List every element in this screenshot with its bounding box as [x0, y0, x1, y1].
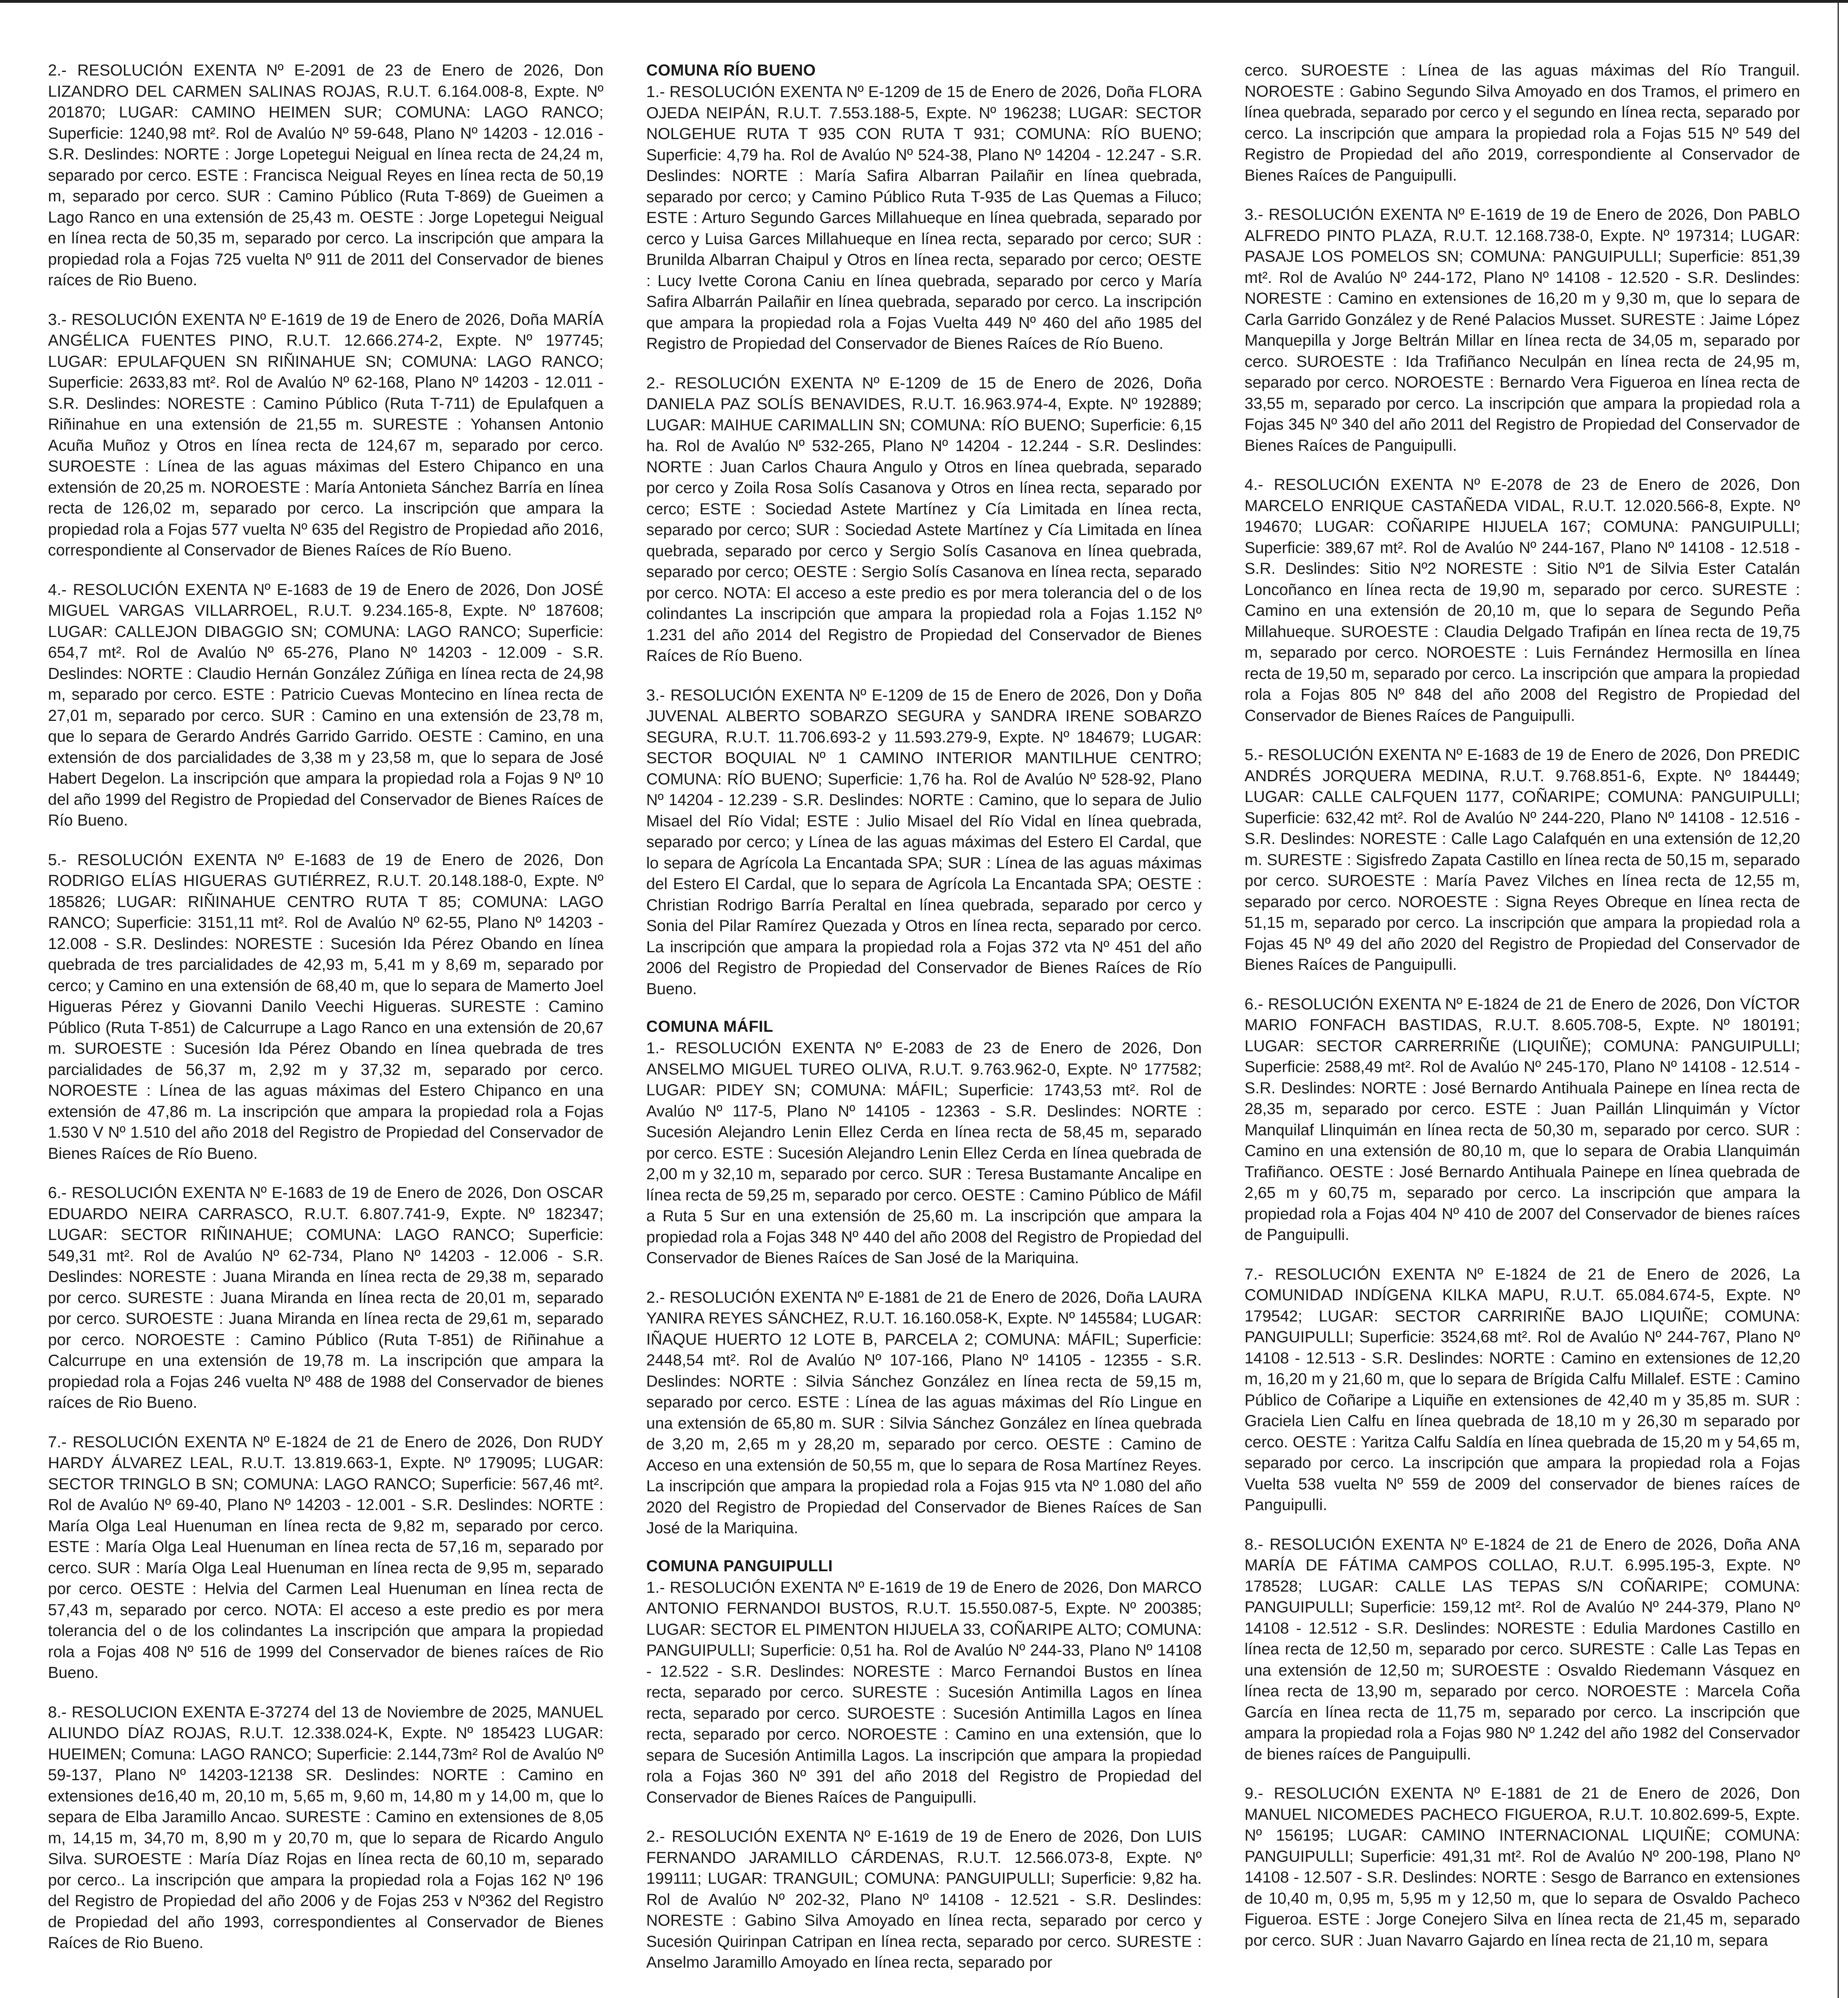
resolution-entry: 5.- RESOLUCIÓN EXENTA Nº E-1683 de 19 de Enero de 2026, Don PREDIC ANDRÉS JORQUERA MEDINA, R.U.T. 9.768.851-6, Expte. Nº 184449; LUGAR: CALLE CALFQUEN 1177, COÑARIPE; COMUNA: PANGUIPULLI; Superficie: 632,42 mt². Rol de Avalúo Nº 244-220, Plano Nº 14108 - 12.516 - S.R. Deslindes: NORESTE : Calle Lago Calafquén en una extensión de 12,20 m. SURESTE : Sigisfredo Zapata Castillo en línea recta de 50,15 m, separado por cerco. SUROESTE : María Pavez Vilches en línea recta de 12,55 m, separado por cerco. NOROESTE : Signa Reyes Obreque en línea recta de 51,15 m, separado por cerco. La inscripción que ampara la propiedad rola a Fojas 45 Nº 49 del año 2020 del Registro de Propiedad del Conservador de Bienes Raíces de Panguipulli.: [1245, 746, 1800, 973]
resolution-entry: 7.- RESOLUCIÓN EXENTA Nº E-1824 de 21 de Enero de 2026, La COMUNIDAD INDÍGENA KILKA MAPU, R.U.T. 65.084.674-5, Expte. Nº 179542; LUGAR: SECTOR CARRIRIÑE BAJO LIQUIÑE; COMUNA: PANGUIPULLI; Superficie: 3524,68 mt². Rol de Avalúo Nº 244-767, Plano Nº 14108 - 12.513 - S.R. Deslindes: NORTE : Camino en extensiones de 12,20 m, 16,20 m y 21,60 m, que lo separa de Brígida Calfu Millalef. ESTE : Camino Público de Coñaripe a Liquiñe en extensiones de 42,40 m y 35,85 m. SUR : Graciela Lien Calfu en línea quebrada de 18,10 m y 26,30 m separado por cerco. OESTE : Yaritza Calfu Saldía en línea quebrada de 15,20 m y 54,65 m, separado por cerco. La inscripción que ampara la propiedad rola a Fojas Vuelta 538 vuelta Nº 559 de 2009 del conservador de bienes raíces de Panguipulli.: [1245, 1265, 1800, 1514]
resolution-entry-continued: cerco. SUROESTE : Línea de las aguas máximas del Río Tranguil. NOROESTE : Gabino Segundo Silva Amoyado en dos Tramos, el primero en línea quebrada, separado por cerco y el segundo en línea recta, separado por cerco. La inscripción que ampara la propiedad rola a Fojas 515 Nº 549 del Registro de Propiedad del año 2019, correspondiente al Conservador de Bienes Raíces de Panguipulli.: [1245, 62, 1800, 184]
resolution-entry: 4.- RESOLUCIÓN EXENTA Nº E-2078 de 23 de Enero de 2026, Don MARCELO ENRIQUE CASTAÑEDA VIDAL, R.U.T. 12.020.566-8, Expte. Nº 194670; LUGAR: COÑARIPE HIJUELA 167; COMUNA: PANGUIPULLI; Superficie: 389,67 mt². Rol de Avalúo Nº 244-167, Plano Nº 14108 - 12.518 - S.R. Deslindes: Sitio Nº2 NORESTE : Sitio Nº1 de Silvia Ester Catalán Loncoñanco en línea recta de 19,90 m, separado por cerco. SURESTE : Camino en una extensión de 20,10 m, que lo separa de Segundo Peña Millahueque. SUROESTE : Claudia Delgado Trafipán en línea recta de 19,75 m, separado por cerco. NOROESTE : Luis Fernández Hermosilla en línea recta de 19,50 m, separado por cerco. La inscripción que ampara la propiedad rola a Fojas 805 Nº 848 del año 2008 del Registro de Propiedad del Conservador de Bienes Raíces de Panguipulli.: [1245, 476, 1800, 724]
resolution-entry: 5.- RESOLUCIÓN EXENTA Nº E-1683 de 19 de Enero de 2026, Don RODRIGO ELÍAS HIGUERAS GUTIÉRREZ, R.U.T. 20.148.188-0, Expte. Nº 185826; LUGAR: RIÑINAHUE CENTRO RUTA T 85; COMUNA: LAGO RANCO; Superficie: 3151,11 mt². Rol de Avalúo Nº 62-55, Plano Nº 14203 - 12.008 - S.R. Deslindes: NORESTE : Sucesión Ida Pérez Obando en línea quebrada de tres parcialidades de 42,93 m, 5,41 m y 8,69 m, separado por cerco; y Camino en una extensión de 68,40 m, que lo separa de Mamerto Joel Higueras Pérez y Giovanni Danilo Veechi Higueras. SURESTE : Camino Público (Ruta T-851) de Calcurrupe a Lago Ranco en una extensión de 20,67 m. SUROESTE : Sucesión Ida Pérez Obando en línea quebrada de tres parcialidades de 56,37 m, 2,92 m y 37,32 m, separado por cerco. NOROESTE : Línea de las aguas máximas del Estero Chipanco en una extensión de 47,86 m. La inscripción que ampara la propiedad rola a Fojas 1.530 V Nº 1.510 del año 2018 del Registro de Propiedad del Conservador de Bienes Raíces de Río Bueno.: [48, 851, 603, 1162]
resolution-entry: 2.- RESOLUCIÓN EXENTA Nº E-2091 de 23 de Enero de 2026, Don LIZANDRO DEL CARMEN SALINAS ROJAS, R.U.T. 6.164.008-8, Expte. Nº 201870; LUGAR: CAMINO HEIMEN SUR; COMUNA: LAGO RANCO; Superficie: 1240,98 mt². Rol de Avalúo Nº 59-648, Plano Nº 14203 - 12.016 - S.R. Deslindes: NORTE : Jorge Lopetegui Neigual en línea recta de 24,24 m, separado por cerco. ESTE : Francisca Neigual Reyes en línea recta de 50,19 m, separado por cerco. SUR : Camino Público (Ruta T-869) de Gueimen a Lago Ranco en una extensión de 25,43 m. OESTE : Jorge Lopetegui Neigual en línea recta de 50,35 m, separado por cerco. La inscripción que ampara la propiedad rola a Fojas 725 vuelta Nº 911 de 2011 del Conservador de bienes raíces de Rio Bueno.: [48, 62, 603, 289]
resolution-entry: 2.- RESOLUCIÓN EXENTA Nº E-1881 de 21 de Enero de 2026, Doña LAURA YANIRA REYES SÁNCHEZ, R.U.T. 16.160.058-K, Expte. Nº 145584; LUGAR: IÑAQUE HUERTO 12 LOTE B, PARCELA 2; COMUNA: MÁFIL; Superficie: 2448,54 mt². Rol de Avalúo Nº 107-166, Plano Nº 14105 - 12355 - S.R. Deslindes: NORTE : Silvia Sánchez González en línea recta de 59,15 m, separado por cerco. ESTE : Línea de las aguas máximas del Río Lingue en una extensión de 65,80 m. SUR : Silvia Sánchez González en línea quebrada de 3,20 m, 2,65 m y 28,20 m, separado por cerco. OESTE : Camino de Acceso en una extensión de 50,55 m, que lo separa de Rosa Martínez Reyes. La inscripción que ampara la propiedad rola a Fojas 915 vta Nº 1.080 del año 2020 del Registro de Propiedad del Conservador de Bienes Raíces de San José de la Mariquina.: [646, 1288, 1202, 1537]
resolution-entry: 8.- RESOLUCION EXENTA E-37274 del 13 de Noviembre de 2025, MANUEL ALIUNDO DÍAZ ROJAS, R.U.T. 12.338.024-K, Expte. Nº 185423 LUGAR: HUEIMEN; Comuna: LAGO RANCO; Superficie: 2.144,73m² Rol de Avalúo Nº 59-137, Plano Nº 14203-12138 SR. Deslindes: NORTE : Camino en extensiones de16,40 m, 20,10 m, 5,65 m, 9,60 m, 14,80 m y 14,00 m, que lo separa de Elba Jaramillo Ancao. SURESTE : Camino en extensiones de 8,05 m, 14,15 m, 34,70 m, 8,90 m y 20,70 m, que lo separa de Ricardo Angulo Silva. SUROESTE : María Díaz Rojas en línea recta de 60,10 m, separado por cerco.. La inscripción que ampara la propiedad rola a Fojas 162 Nº 196 del Registro de Propiedad del año 2006 y de Fojas 253 v Nº362 del Registro de Propiedad del año 1993, correspondientes al Conservador de Bienes Raíces de Rio Bueno.: [48, 1703, 603, 1952]
column-3: [1245, 60, 1800, 1998]
notice-page: [48, 60, 1800, 1998]
section-heading-mafil: COMUNA MÁFIL: [646, 1018, 773, 1035]
resolution-entry: 2.- RESOLUCIÓN EXENTA Nº E-1619 de 19 de Enero de 2026, Don LUIS FERNANDO JARAMILLO CÁRDENAS, R.U.T. 12.566.073-8, Expte. Nº 199111; LUGAR: TRANGUIL; COMUNA: PANGUIPULLI; Superficie: 9,82 ha. Rol de Avalúo Nº 202-32, Plano Nº 14108 - 12.521 - S.R. Deslindes: NORESTE : Gabino Silva Amoyado en línea recta, separado por cerco y Sucesión Quirinpan Catripan en línea recta, separado por cerco. SURESTE : Anselmo Jaramillo Amoyado en línea recta, separado por: [646, 1828, 1202, 1971]
resolution-entry: 3.- RESOLUCIÓN EXENTA Nº E-1619 de 19 de Enero de 2026, Don PABLO ALFREDO PINTO PLAZA, R.U.T. 12.168.738-0, Expte. Nº 197314; LUGAR: PASAJE LOS POMELOS SN; COMUNA: PANGUIPULLI; Superficie: 851,39 mt². Rol de Avalúo Nº 244-172, Plano Nº 14108 - 12.520 - S.R. Deslindes: NORESTE : Camino en extensiones de 16,20 m y 9,30 m, que lo separa de Carla Garrido González y de René Palacios Musset. SURESTE : Jaime López Manquepilla y Jorge Beltrán Millar en línea recta de 34,05 m, separado por cerco. SUROESTE : Ida Trafiñanco Neculpán en línea recta de 24,95 m, separado por cerco. NOROESTE : Bernardo Vera Figueroa en línea recta de 33,55 m, separado por cerco. La inscripción que ampara la propiedad rola a Fojas 345 Nº 340 del año 2011 del Registro de Propiedad del Conservador de Bienes Raíces de Panguipulli.: [1245, 206, 1800, 454]
resolution-entry: 1.- RESOLUCIÓN EXENTA Nº E-1209 de 15 de Enero de 2026, Doña FLORA OJEDA NEIPÁN, R.U.T. 7.553.188-5, Expte. Nº 196238; LUGAR: SECTOR NOLGEHUE RUTA T 935 CON RUTA T 931; COMUNA: RÍO BUENO; Superficie: 4,79 ha. Rol de Avalúo Nº 524-38, Plano Nº 14204 - 12.247 - S.R. Deslindes: NORTE : María Safira Albarran Pailañir en línea quebrada, separado por cerco; y Camino Público Ruta T-935 de Las Quemas a Filuco; ESTE : Arturo Segundo Garces Millahueque en línea quebrada, separado por cerco y Luisa Garces Millahueque en línea recta, separado por cerco; SUR : Brunilda Albarran Chaipul y Otros en línea recta, separado por cerco; OESTE : Lucy Ivette Corona Caniu en línea quebrada, separado por cerco y María Safira Albarrán Pailañir en línea quebrada, separado por cerco. La inscripción que ampara la propiedad rola a Fojas Vuelta 449 Nº 460 del año 1985 del Registro de Propiedad del Conservador de Bienes Raíces de Río Bueno.: [646, 83, 1202, 352]
resolution-entry: 9.- RESOLUCIÓN EXENTA Nº E-1881 de 21 de Enero de 2026, Don MANUEL NICOMEDES PACHECO FIGUEROA, R.U.T. 10.802.699-5, Expte. Nº 156195; LUGAR: CAMINO INTERNACIONAL LIQUIÑE; COMUNA: PANGUIPULLI; Superficie: 491,31 mt². Rol de Avalúo Nº 200-198, Plano Nº 14108 - 12.507 - S.R. Deslindes: NORTE : Sesgo de Barranco en extensiones de 10,40 m, 0,95 m, 5,95 m y 12,50 m, que lo separa de Osvaldo Pacheco Figueroa. ESTE : Jorge Conejero Silva en línea recta de 21,45 m, separado por cerco. SUR : Juan Navarro Gajardo en línea recta de 21,10 m, separa: [1245, 1785, 1800, 1949]
resolution-entry: 7.- RESOLUCIÓN EXENTA Nº E-1824 de 21 de Enero de 2026, Don RUDY HARDY ÁLVAREZ LEAL, R.U.T. 13.819.663-1, Expte. Nº 179095; LUGAR: SECTOR TRINGLO B SN; COMUNA: LAGO RANCO; Superficie: 567,46 mt². Rol de Avalúo Nº 69-40, Plano Nº 14203 - 12.001 - S.R. Deslindes: NORTE : María Olga Leal Huenuman en línea recta de 9,82 m, separado por cerco. ESTE : María Olga Leal Huenuman en línea recta de 57,16 m, separado por cerco. SUR : María Olga Leal Huenuman en línea recta de 9,95 m, separado por cerco. OESTE : Helvia del Carmen Leal Huenuman en línea recta de 57,43 m, separado por cerco. NOTA: El acceso a este predio es por mera tolerancia del o de los colindantes La inscripción que ampara la propiedad rola a Fojas 408 Nº 516 de 1999 del Conservador de bienes raíces de Rio Bueno.: [48, 1433, 603, 1682]
top-rule: [0, 0, 1848, 3]
resolution-entry: 6.- RESOLUCIÓN EXENTA Nº E-1824 de 21 de Enero de 2026, Don VÍCTOR MARIO FONFACH BASTIDAS, R.U.T. 8.605.708-5, Expte. Nº 180191; LUGAR: SECTOR CARRERRIÑE (LIQUIÑE); COMUNA: PANGUIPULLI; Superficie: 2588,49 mt². Rol de Avalúo Nº 245-170, Plano Nº 14108 - 12.514 - S.R. Deslindes: NORTE : José Bernardo Antihuala Painepe en línea recta de 28,35 m, separado por cerco. ESTE : Juan Paillán Llinquimán y Víctor Manquilaf Llinquimán en línea recta de 50,30 m, separado por cerco. SUR : Camino en una extensión de 80,10 m, que lo separa de Orabia Llanquimán Trafiñanco. OESTE : José Bernardo Antihuala Painepe en línea quebrada de 2,65 m y 60,75 m, separado por cerco. La inscripción que ampara la propiedad rola a Fojas 404 Nº 410 de 2007 del Conservador de bienes raíces de Panguipulli.: [1245, 995, 1800, 1244]
resolution-entry: 3.- RESOLUCIÓN EXENTA Nº E-1619 de 19 de Enero de 2026, Doña MARÍA ANGÉLICA FUENTES PINO, R.U.T. 12.666.274-2, Expte. Nº 197745; LUGAR: EPULAFQUEN SN RIÑINAHUE SN; COMUNA: LAGO RANCO; Superficie: 2633,83 mt². Rol de Avalúo Nº 62-168, Plano Nº 14203 - 12.011 - S.R. Deslindes: NORESTE : Camino Público (Ruta T-711) de Epulafquen a Riñinahue en una extensión de 21,55 m. SURESTE : Yohansen Antonio Acuña Muñoz y Otros en línea recta de 124,67 m, separado por cerco. SUROESTE : Línea de las aguas máximas del Estero Chipanco en una extensión de 20,25 m. NOROESTE : María Antonieta Sánchez Barría en línea recta de 126,02 m, separado por cerco. La inscripción que ampara la propiedad rola a Fojas 577 vuelta Nº 635 del Registro de Propiedad año 2016, correspondiente al Conservador de Bienes Raíces de Río Bueno.: [48, 310, 603, 559]
resolution-entry: 1.- RESOLUCIÓN EXENTA Nº E-1619 de 19 de Enero de 2026, Don MARCO ANTONIO FERNANDOI BUSTOS, R.U.T. 15.550.087-5, Expte. Nº 200385; LUGAR: SECTOR EL PIMENTON HIJUELA 33, COÑARIPE ALTO; COMUNA: PANGUIPULLI; Superficie: 0,51 ha. Rol de Avalúo Nº 244-33, Plano Nº 14108 - 12.522 - S.R. Deslindes: NORESTE : Marco Fernandoi Bustos en línea recta, separado por cerco. SURESTE : Sucesión Antimilla Lagos en línea recta, separado por cerco. SUROESTE : Sucesión Antimilla Lagos en línea recta, separado por cerco. NOROESTE : Camino en una extensión, que lo separa de Sucesión Antimilla Lagos. La inscripción que ampara la propiedad rola a Fojas 360 Nº 391 del año 2018 del Registro de Propiedad del Conservador de Bienes Raíces de Panguipulli.: [646, 1578, 1202, 1806]
section-heading-panguipulli: COMUNA PANGUIPULLI: [646, 1557, 833, 1575]
resolution-entry: 3.- RESOLUCIÓN EXENTA Nº E-1209 de 15 de Enero de 2026, Don y Doña JUVENAL ALBERTO SOBARZO SEGURA y SANDRA IRENE SOBARZO SEGURA, R.U.T. 11.706.693-2 y 11.593.279-9, Expte. Nº 184679; LUGAR: SECTOR BOQUIAL Nº 1 CAMINO INTERIOR MANTILHUE CENTRO; COMUNA: RÍO BUENO; Superficie: 1,76 ha. Rol de Avalúo Nº 528-92, Plano Nº 14204 - 12.239 - S.R. Deslindes: NORTE : Camino, que lo separa de Julio Misael del Río Vidal; ESTE : Julio Misael del Río Vidal en línea quebrada, separado por cerco; y Línea de las aguas máximas del Estero El Cardal, que lo separa de Agrícola La Encantada SPA; SUR : Línea de las aguas máximas del Estero El Cardal, que lo separa de Agrícola La Encantada SPA; OESTE : Christian Rodrigo Barría Peraltal en línea quebrada, separado por cerco y Sonia del Pilar Ramírez Quezada y Otros en línea recta, separado por cerco. La inscripción que ampara la propiedad rola a Fojas 372 vta Nº 451 del año 2006 del Registro de Propiedad del Conservador de Bienes Raíces de Río Bueno.: [646, 686, 1202, 998]
section-heading-rio-bueno: COMUNA RÍO BUENO: [646, 62, 816, 79]
column-2: [646, 60, 1202, 1998]
right-edge-rule: [1838, 0, 1839, 1998]
column-1: [48, 60, 603, 1998]
resolution-entry: 4.- RESOLUCIÓN EXENTA Nº E-1683 de 19 de Enero de 2026, Don JOSÉ MIGUEL VARGAS VILLARROEL, R.U.T. 9.234.165-8, Expte. Nº 187608; LUGAR: CALLEJON DIBAGGIO SN; COMUNA: LAGO RANCO; Superficie: 654,7 mt². Rol de Avalúo Nº 65-276, Plano Nº 14203 - 12.009 - S.R. Deslindes: NORTE : Claudio Hernán González Zúñiga en línea recta de 24,98 m, separado por cerco. ESTE : Patricio Cuevas Montecino en línea recta de 27,01 m, separado por cerco. SUR : Camino en una extensión de 23,78 m, que lo separa de Gerardo Andrés Garrido Garrido. OESTE : Camino, en una extensión de dos parcialidades de 3,38 m y 23,58 m, que lo separa de José Habert Degelon. La inscripción que ampara la propiedad rola a Fojas 9 Nº 10 del año 1999 del Registro de Propiedad del Conservador de Bienes Raíces de Río Bueno.: [48, 581, 603, 829]
resolution-entry: 1.- RESOLUCIÓN EXENTA Nº E-2083 de 23 de Enero de 2026, Don ANSELMO MIGUEL TUREO OLIVA, R.U.T. 9.763.962-0, Expte. Nº 177582; LUGAR: PIDEY SN; COMUNA: MÁFIL; Superficie: 1743,53 mt². Rol de Avalúo Nº 117-5, Plano Nº 14105 - 12363 - S.R. Deslindes: NORTE : Sucesión Alejandro Lenin Ellez Cerda en línea recta de 58,45 m, separado por cerco. ESTE : Sucesión Alejandro Lenin Ellez Cerda en línea quebrada de 2,00 m y 32,10 m, separado por cerco. SUR : Teresa Bustamante Ancalipe en línea recta de 59,25 m, separado por cerco. OESTE : Camino Público de Máfil a Ruta 5 Sur en una extensión de 25,60 m. La inscripción que ampara la propiedad rola a Fojas 348 Nº 440 del año 2008 del Registro de Propiedad del Conservador de Bienes Raíces de San José de la Mariquina.: [646, 1039, 1202, 1267]
resolution-entry: 6.- RESOLUCIÓN EXENTA Nº E-1683 de 19 de Enero de 2026, Don OSCAR EDUARDO NEIRA CARRASCO, R.U.T. 6.807.741-9, Expte. Nº 182347; LUGAR: SECTOR RIÑINAHUE; COMUNA: LAGO RANCO; Superficie: 549,31 mt². Rol de Avalúo Nº 62-734, Plano Nº 14203 - 12.006 - S.R. Deslindes: NORESTE : Juana Miranda en línea recta de 29,38 m, separado por cerco. SURESTE : Juana Miranda en línea recta de 20,01 m, separado por cerco. SUROESTE : Juana Miranda en línea recta de 29,61 m, separado por cerco. NOROESTE : Camino Público (Ruta T-851) de Riñinahue a Calcurrupe en una extensión de 19,78 m. La inscripción que ampara la propiedad rola a Fojas 246 vuelta Nº 488 de 1988 del Conservador de bienes raíces de Rio Bueno.: [48, 1184, 603, 1411]
resolution-entry: 8.- RESOLUCIÓN EXENTA Nº E-1824 de 21 de Enero de 2026, Doña ANA MARÍA DE FÁTIMA CAMPOS COLLAO, R.U.T. 6.995.195-3, Expte. Nº 178528; LUGAR: CALLE LAS TEPAS S/N COÑARIPE; COMUNA: PANGUIPULLI; Superficie: 159,12 mt². Rol de Avalúo Nº 244-379, Plano Nº 14108 - 12.512 - S.R. Deslindes: NORESTE : Edulia Mardones Castillo en línea recta de 12,50 m, separado por cerco. SURESTE : Calle Las Tepas en una extensión de 12,50 m; SUROESTE : Osvaldo Riedemann Vásquez en línea recta de 13,90 m, separado por cerco. NOROESTE : Marcela Coña García en línea recta de 11,75 m, separado por cerco. La inscripción que ampara la propiedad rola a Fojas 980 Nº 1.242 del año 1982 del Conservador de bienes raíces de Panguipulli.: [1245, 1535, 1800, 1763]
resolution-entry: 2.- RESOLUCIÓN EXENTA Nº E-1209 de 15 de Enero de 2026, Doña DANIELA PAZ SOLÍS BENAVIDES, R.U.T. 16.963.974-4, Expte. Nº 192889; LUGAR: MAIHUE CARIMALLIN SN; COMUNA: RÍO BUENO; Superficie: 6,15 ha. Rol de Avalúo Nº 532-265, Plano Nº 14204 - 12.244 - S.R. Deslindes: NORTE : Juan Carlos Chaura Angulo y Otros en línea quebrada, separado por cerco y Zoila Rosa Solís Casanova y Otros en línea recta, separado por cerco; ESTE : Sociedad Astete Martínez y Cía Limitada en línea recta, separado por cerco; SUR : Sociedad Astete Martínez y Cía Limitada en línea quebrada, separado por cerco y Sergio Solís Casanova en línea quebrada, separado por cerco; OESTE : Sergio Solís Casanova en línea recta, separado por cerco. NOTA: El acceso a este predio es por mera tolerancia del o de los colindantes La inscripción que ampara la propiedad rola a Fojas 1.152 Nº 1.231 del año 2014 del Registro de Propiedad del Conservador de Bienes Raíces de Río Bueno.: [646, 374, 1202, 665]
